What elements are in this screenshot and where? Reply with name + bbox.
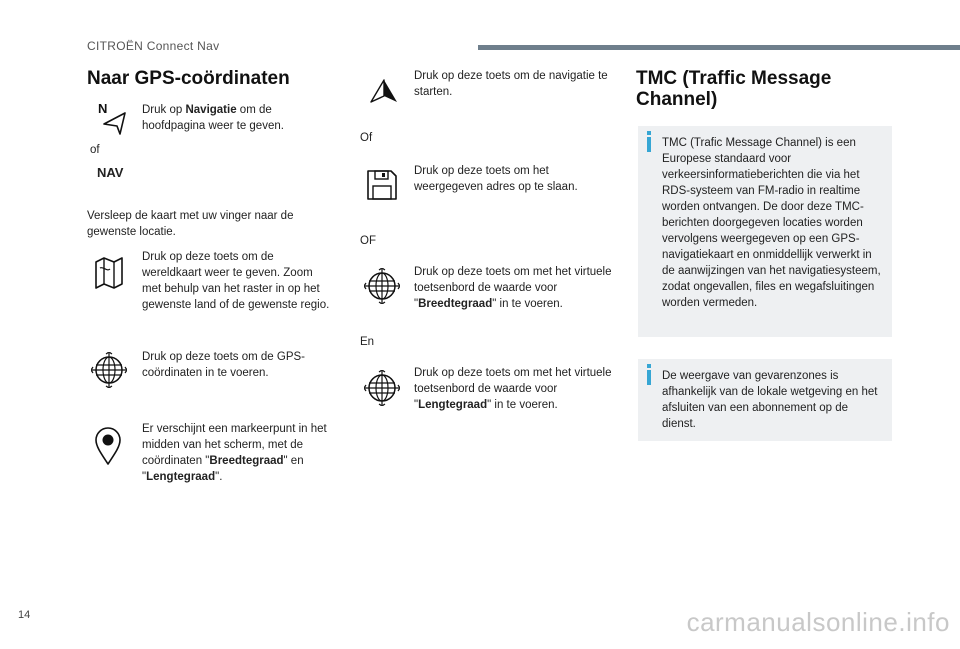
world-map-text: Druk op deze toets om de wereldkaart weer te geven. Zoom met behulp van het raster in op het gewenste land of de gewenste regio.	[142, 251, 330, 311]
globe-icon	[91, 352, 127, 388]
globe-icon-longitude	[364, 370, 400, 406]
or-label-2: Of	[360, 132, 373, 144]
world-map-icon	[93, 256, 125, 290]
header-bar	[478, 45, 960, 50]
info-icon	[647, 137, 651, 152]
or-label: of	[90, 144, 100, 156]
page-number: 14	[18, 609, 31, 621]
watermark: carmanualsonline.info	[686, 607, 950, 637]
info-box-danger-zones-text: De weergave van gevarenzones is afhankelijk van de lokale wetgeving en het afsluiten van een abonnement op de dienst.	[662, 370, 878, 430]
info-box-tmc	[638, 126, 892, 337]
section-heading-gps: Naar GPS-coördinaten	[87, 68, 290, 89]
save-floppy-icon	[365, 168, 399, 202]
section-heading-tmc: TMC (Traffic Message Channel)	[636, 68, 832, 110]
latitude-text: Druk op deze toets om met het virtuele toetsenbord de waarde voor "Breedtegraad" in te voeren.	[414, 266, 612, 310]
map-marker-icon	[94, 426, 122, 466]
compass-arrow-icon	[98, 100, 128, 140]
header-title: CITROËN Connect Nav	[87, 39, 220, 53]
and-label: En	[360, 336, 375, 348]
drag-map-text: Versleep de kaart met uw vinger naar de gewenste locatie.	[87, 210, 294, 238]
navigation-instruction: Druk op Navigatie om de hoofdpagina weer te geven.	[142, 104, 284, 132]
info-box-tmc-text: TMC (Trafic Message Channel) is een Europese standaard voor verkeersinformatieberichten die via het RDS-systeem van FM-radio in realtime worden ontvangen. De door deze TMC-berichten doorgegeven locaties worden vervolgens weergegeven op een GPS-navigatiekaart en onmiddellijk verwerkt in de aanwijzingen van het navigatiesysteem, zodat ongevallen, files en wegafsluitingen worden vermeden.	[662, 137, 881, 309]
or-label-3: OF	[360, 235, 376, 247]
navigation-start-icon	[369, 78, 399, 104]
marker-text: Er verschijnt een markeerpunt in het midden van het scherm, met de coördinaten "Breedtegraad" en "Lengtegraad".	[142, 423, 327, 483]
info-icon-2	[647, 370, 651, 385]
save-address-text: Druk op deze toets om het weergegeven adres op te slaan.	[414, 165, 578, 193]
start-navigation-text: Druk op deze toets om de navigatie te starten.	[414, 70, 608, 98]
gps-coordinates-text: Druk op deze toets om de GPS-coördinaten in te voeren.	[142, 351, 305, 379]
compass-north-letter: N	[98, 101, 108, 116]
nav-button-label: NAV	[97, 165, 124, 180]
info-box-danger-zones	[638, 359, 892, 441]
longitude-text: Druk op deze toets om met het virtuele toetsenbord de waarde voor "Lengtegraad" in te voeren.	[414, 367, 612, 411]
globe-icon-latitude	[364, 268, 400, 304]
